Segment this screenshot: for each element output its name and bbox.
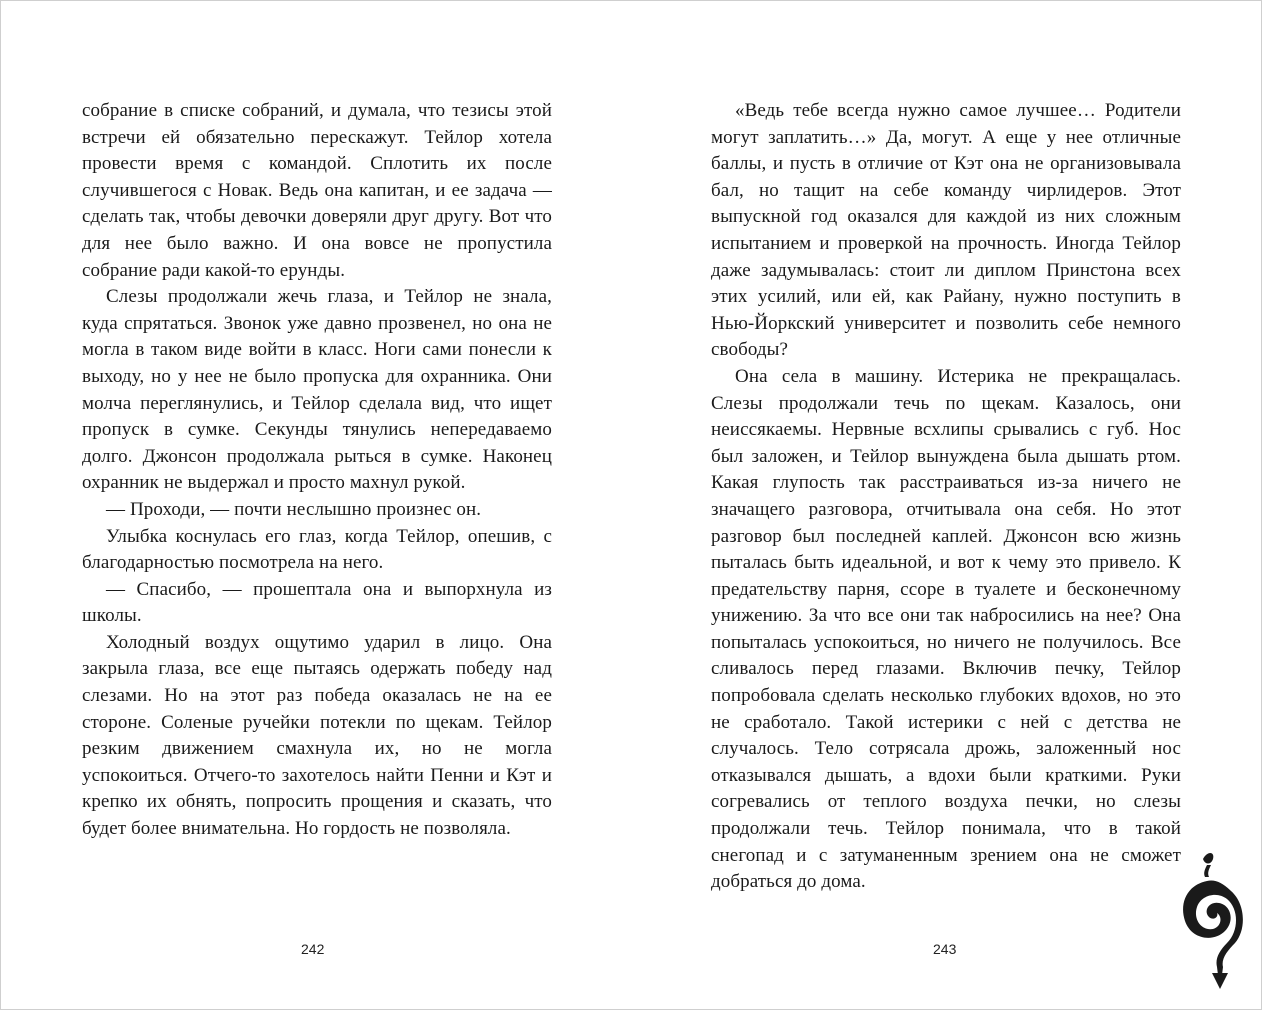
left-paragraph-4: Улыбка коснулась его глаз, когда Тейлор, опешив, с благодарностью посмотрела на него. xyxy=(82,525,552,574)
right-paragraph-1: «Ведь тебе всегда нужно самое лучшее… Родители могут заплатить…» Да, могут. А еще у нее отличные баллы, и пусть в отличие от Кэт она не организовывала бал, но тащит на себе команду чирлидеров. Этот выпускной год оказался для каждой из них сложным испытанием и проверкой на прочность. Иногда Тейлор даже задумывалась: стоит ли диплом Принстона всех этих усилий, или ей, как Райану, нужно поступить в Нью-Йоркский университет и позволить себе немного свободы? xyxy=(711,100,1181,361)
decorative-swirl-icon xyxy=(1177,851,1247,989)
right-page-number: 243 xyxy=(933,941,957,957)
left-paragraph-1: собрание в списке собраний, и думала, что тезисы этой встречи ей обязательно перескажут. Тейлор хотела провести время с командой. Сплотить их после случившегося с Новак. Ведь она капитан, и ее задача — сделать так, чтобы девочки доверяли друг другу. Вот что для нее было важно. И она вовсе не пропустила собрание ради какой-то ерунды. xyxy=(82,100,552,281)
left-page-number: 242 xyxy=(301,941,325,957)
left-page-text xyxy=(82,98,552,843)
left-paragraph-3: — Проходи, — почти неслышно произнес он. xyxy=(106,498,482,520)
left-paragraph-6: Холодный воздух ощутимо ударил в лицо. Она закрыла глаза, все еще пытаясь одержать победу над слезами. Но на этот раз победа оказалась не на ее стороне. Соленые ручейки потекли по щекам. Тейлор резким движением смахнула их, но не могла успокоиться. Отчего-то захотелось найти Пенни и Кэт и крепко их обнять, попросить прощения и сказать, что будет более внимательна. Но гордость не позволяла. xyxy=(82,631,552,840)
left-paragraph-5: — Спасибо, — прошептала она и выпорхнула из школы. xyxy=(82,578,552,627)
right-page-text xyxy=(711,98,1181,896)
right-paragraph-2: Она села в машину. Истерика не прекращалась. Слезы продолжали течь по щекам. Казалось, они неиссякаемы. Нервные всхлипы срывались с губ. Нос был заложен, и Тейлор вынуждена была дышать ртом. Какая глупость так расстраиваться из-за ничего не значащего разговора, отчитывала она себя. Но этот разговор был последней каплей. Джонсон всю жизнь пыталась быть идеальной, и вот к чему это привело. К предательству парня, ссоре в туалете и бесконечному унижению. За что все они так набросились на нее? Она попыталась успокоиться, но ничего не получилось. Все сливалось перед глазами. Включив печку, Тейлор попробовала сделать несколько глубоких вдохов, но это не сработало. Такой истерики с ней с детства не случалось. Тело сотрясала дрожь, заложенный нос отказывался дышать, а вдохи были краткими. Руки согревались от теплого воздуха печки, но слезы продолжали течь. Тейлор понимала, что в такой снегопад и с затуманенным зрением она не сможет добраться до дома. xyxy=(711,365,1181,893)
left-paragraph-2: Слезы продолжали жечь глаза, и Тейлор не знала, куда спрятаться. Звонок уже давно прозвенел, но она не могла в таком виде войти в класс. Ноги сами понесли к выходу, но у нее не было пропуска для охранника. Они молча переглянулись, и Тейлор сделала вид, что ищет пропуск в сумке. Секунды тянулись непередаваемо долго. Джонсон продолжала рыться в сумке. Наконец охранник не выдержал и просто махнул рукой. xyxy=(82,286,552,494)
